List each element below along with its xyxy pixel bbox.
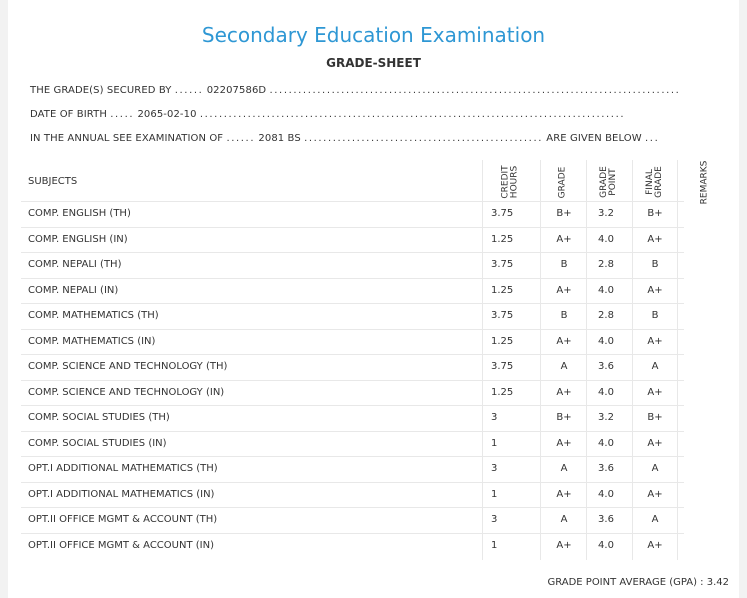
grade-cell: A (560, 361, 568, 372)
credit-hours-cell: 3 (491, 412, 498, 423)
table-row (8, 405, 739, 430)
grade-cell: B (560, 259, 568, 270)
grade-cell: A+ (556, 437, 572, 449)
dots: ......................................................................................... (199, 109, 626, 120)
subject-cell: COMP. SOCIAL STUDIES (IN) (28, 437, 167, 449)
grade-point-cell: 4.0 (598, 386, 614, 398)
credit-hours-cell: 3.75 (491, 310, 514, 321)
credit-hours-cell: 3 (491, 514, 498, 525)
final-grade-cell: A+ (647, 437, 663, 449)
dob-line (30, 109, 625, 120)
final-grade-cell: B (651, 259, 659, 270)
symbol-number: 02207586D (206, 85, 267, 96)
credit-hours-cell: 3 (491, 463, 498, 474)
grade-point-cell: 2.8 (598, 259, 614, 270)
subject-cell: COMP. SCIENCE AND TECHNOLOGY (IN) (28, 386, 225, 398)
credit-hours-cell: 1 (491, 437, 498, 449)
credit-hours-cell: 1.25 (491, 335, 514, 347)
grade-point-cell: 4.0 (598, 539, 614, 551)
final-grade-cell: B+ (647, 208, 663, 219)
final-grade-cell: B+ (647, 412, 663, 423)
grade-cell: A+ (556, 488, 572, 500)
subject-cell: COMP. MATHEMATICS (TH) (28, 310, 159, 321)
table-row (8, 303, 739, 328)
grade-cell: A (560, 514, 568, 525)
gpa-label: GRADE POINT AVERAGE (GPA) : (547, 577, 704, 588)
grade-cell: A+ (556, 335, 572, 347)
final-grade-cell: A+ (647, 233, 663, 245)
final-grade-cell: A+ (647, 386, 663, 398)
subject-cell: COMP. SCIENCE AND TECHNOLOGY (TH) (28, 361, 228, 372)
table-row (8, 354, 739, 379)
page-title: Secondary Education Examination (201, 23, 546, 47)
dots: ...................................................................................... (269, 85, 681, 96)
subject-cell: OPT.I ADDITIONAL MATHEMATICS (TH) (28, 463, 218, 474)
grade-point-cell: 3.2 (598, 208, 614, 219)
table-row (8, 533, 739, 558)
grade-point-cell: 3.6 (598, 463, 614, 474)
table-row (8, 201, 739, 226)
table-row (8, 329, 739, 354)
gpa-summary (547, 577, 729, 588)
exam-line (30, 133, 659, 144)
credit-hours-cell: 3.75 (491, 361, 514, 372)
final-grade-cell: A+ (647, 488, 663, 500)
table-row (8, 252, 739, 277)
grade-cell: B+ (556, 208, 572, 219)
credit-hours-cell: 1.25 (491, 233, 514, 245)
table-row (8, 507, 739, 532)
exam-label: IN THE ANNUAL SEE EXAMINATION OF (30, 133, 224, 144)
grade-cell: A+ (556, 386, 572, 398)
final-grade-cell: A+ (647, 539, 663, 551)
exam-year: 2081 BS (258, 133, 301, 144)
credit-hours-cell: 3.75 (491, 259, 514, 270)
table-row (8, 482, 739, 507)
grade-cell: A+ (556, 284, 572, 296)
dob-label: DATE OF BIRTH (30, 109, 107, 120)
grade-cell: A (560, 463, 568, 474)
dots: ...... (174, 85, 204, 96)
header-grade: GRADE (557, 166, 568, 198)
gpa-value: 3.42 (706, 577, 729, 588)
dots: .................................................. (304, 133, 543, 144)
subject-cell: COMP. ENGLISH (TH) (28, 208, 131, 219)
dots: ... (645, 133, 660, 144)
header-grade-point: GRADE POINT (598, 166, 618, 198)
grade-point-cell: 2.8 (598, 310, 614, 321)
final-grade-cell: A+ (647, 335, 663, 347)
given-below-label: ARE GIVEN BELOW (546, 133, 642, 144)
grade-sheet (8, 0, 739, 598)
subject-cell: COMP. SOCIAL STUDIES (TH) (28, 412, 170, 423)
grade-point-cell: 4.0 (598, 284, 614, 296)
grade-point-cell: 4.0 (598, 437, 614, 449)
grade-cell: A+ (556, 539, 572, 551)
final-grade-cell: B (651, 310, 659, 321)
table-row (8, 227, 739, 252)
subject-cell: COMP. NEPALI (TH) (28, 259, 122, 270)
page-subtitle: GRADE-SHEET (326, 56, 421, 70)
final-grade-cell: A+ (647, 284, 663, 296)
subject-cell: OPT.II OFFICE MGMT & ACCOUNT (IN) (28, 539, 214, 551)
grade-point-cell: 4.0 (598, 335, 614, 347)
final-grade-cell: A (651, 514, 659, 525)
grade-point-cell: 3.6 (598, 361, 614, 372)
subject-cell: COMP. ENGLISH (IN) (28, 233, 128, 245)
grade-point-cell: 4.0 (598, 233, 614, 245)
secured-by-label: THE GRADE(S) SECURED BY (30, 85, 172, 96)
credit-hours-cell: 3.75 (491, 208, 514, 219)
table-row (8, 278, 739, 303)
header-final-grade: FINAL GRADE (644, 166, 664, 198)
grade-point-cell: 4.0 (598, 488, 614, 500)
header-subjects: SUBJECTS (28, 176, 78, 187)
header-credit-hours: CREDIT HOURS (501, 165, 520, 199)
grade-cell: B (560, 310, 568, 321)
subject-cell: OPT.I ADDITIONAL MATHEMATICS (IN) (28, 488, 215, 500)
dots: ..... (110, 109, 135, 120)
dots: ...... (226, 133, 256, 144)
grade-point-cell: 3.2 (598, 412, 614, 423)
header-remarks: REMARKS (699, 160, 710, 204)
table-row (8, 456, 739, 481)
subject-cell: COMP. NEPALI (IN) (28, 284, 119, 296)
credit-hours-cell: 1 (491, 539, 498, 551)
subject-cell: OPT.II OFFICE MGMT & ACCOUNT (TH) (28, 514, 218, 525)
secured-by-line (30, 85, 680, 96)
credit-hours-cell: 1.25 (491, 386, 514, 398)
grade-cell: B+ (556, 412, 572, 423)
credit-hours-cell: 1.25 (491, 284, 514, 296)
table-row (8, 431, 739, 456)
final-grade-cell: A (651, 361, 659, 372)
subject-cell: COMP. MATHEMATICS (IN) (28, 335, 156, 347)
final-grade-cell: A (651, 463, 659, 474)
date-of-birth: 2065-02-10 (137, 109, 197, 120)
grade-cell: A+ (556, 233, 572, 245)
grade-point-cell: 3.6 (598, 514, 614, 525)
table-row (8, 380, 739, 405)
credit-hours-cell: 1 (491, 488, 498, 500)
